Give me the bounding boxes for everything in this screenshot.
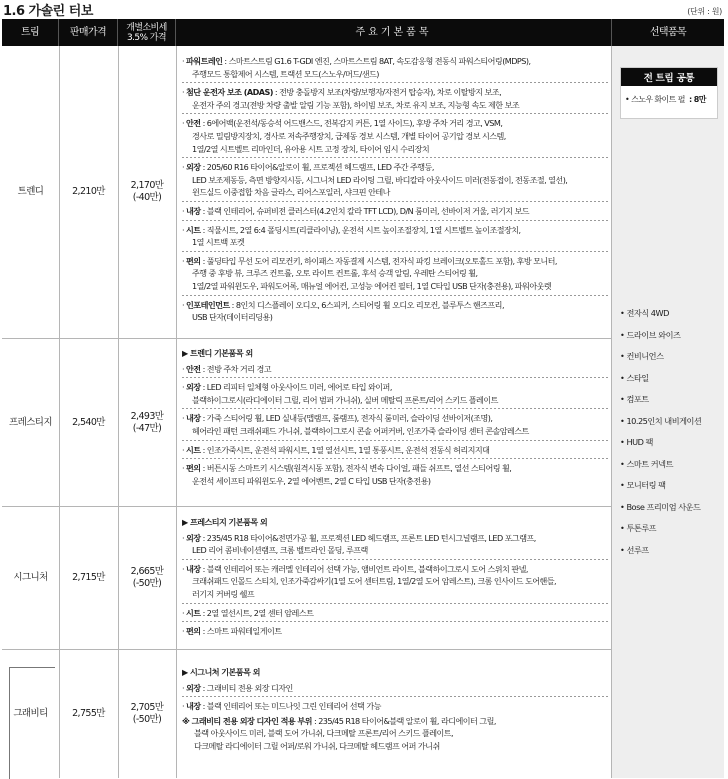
column-divider: [611, 46, 612, 778]
option-item: • HUD 팩: [620, 437, 653, 447]
trim-tax-price: 2,665만 (-50만): [130, 566, 164, 589]
feature-item: · 시트 : 인조가죽시트, 운전석 파워시트, 1열 열선시트, 1열 통풍시트, 운전석 전동식 허리지지대: [182, 444, 490, 455]
base-items-note: ▶ 트렌디 기본품목 외: [182, 348, 253, 358]
page-title: 1.6 가솔린 터보: [3, 4, 93, 19]
common-option-title: 전 트림 공통: [621, 68, 717, 86]
feature-item: · 파워트레인 : 스마트스트림 G1.6 T-GDI 엔진, 스마트스트림 8AT, 속도감응형 전동식 파워스티어링(MDPS), 주행모드 통합제어 시스템, 트랙션 모드(스노우/머드/샌드): [182, 56, 531, 79]
header-options: 선택품목: [612, 19, 724, 46]
base-items-note: ▶ 시그니처 기본품목 외: [182, 667, 260, 677]
feature-item: · 편의 : 풀딩타입 무선 도어 리모컨키, 하이패스 자동결제 시스템, 전자식 파킹 브레이크(오토홀드 포함), 후방 모니터, 주행 중 후방 뷰, 크루즈 컨트롤, 오토 라이트 컨트롤, 후석 승객 알림, 우레탄 스티어링 휠, 1열/2열 파워윈도우, 파워도어록, 매뉴얼 에어컨, 고성능 에어컨 필터, 1열 C타입 USB 단자(충전용), 파워아웃렛: [182, 255, 557, 291]
feature-item: · 시트 : 2열 열선시트, 2열 센터 암레스트: [182, 607, 314, 618]
trim-price: 2,210만: [72, 186, 105, 197]
dashed-separator: [182, 408, 610, 409]
column-divider: [176, 46, 177, 778]
options-column: [612, 46, 724, 778]
trim-price: 2,755만: [72, 708, 105, 719]
trim-features: [182, 666, 610, 753]
price-table: [2, 19, 724, 778]
feature-item: · 외장 : 205/60 R16 타이어&알로이 휠, 프로젝션 헤드램프, LED 주간 주행등, LED 보조제동등, 측면 방향지시등, 시그니처 LED 라이팅 그릴, 바디칼라 아웃사이드 미러(전동접이, 전동조절, 열선), 윈드실드 이중접합 차음 글라스, 리어스포일러, 샤크핀 안테나: [182, 162, 568, 198]
trim-name: 시그니처: [13, 572, 48, 583]
option-item: • Bose 프리미엄 사운드: [620, 501, 701, 512]
common-option-name: 스노우 화이트 펄: [631, 95, 685, 104]
feature-item: · 내장 : 블랙 인테리어, 슈퍼비전 클러스터(4.2인치 칼라 TFT LCD), D/N 룸미러, 선바이저 거울, 러기지 보드: [182, 205, 530, 216]
dashed-separator: [182, 696, 610, 697]
trim-features: [182, 516, 610, 638]
feature-item: · 안전 : 6에어백(운전석/동승석 어드밴스드, 전복감지 커튼, 1열 사이드), 후방 주차 거리 경고, VSM, 경사로 밀림방지장치, 경사로 저속주행장치, 급제동 경보 시스템, 개별 타이어 공기압 경보 시스템, 1열/2열 시트벨트 리마인더, 유아용 시트 고정 장치, 타이어 임시 수리장치: [182, 118, 506, 154]
option-item: • 투톤루프: [620, 523, 657, 533]
option-item: • 전자식 4WD: [620, 308, 669, 318]
table-body: [2, 46, 724, 778]
trim-tax-price: 2,170만 (-40만): [130, 180, 164, 203]
feature-item: · 편의 : 버튼시동 스마트키 시스템(원격시동 포함), 전자식 변속 다이얼, 패들 쉬프트, 열선 스티어링 휠, 운전석 세이프티 파워윈도우, 2열 에어벤트, 2열 C 타입 USB 단자(충전용): [182, 463, 512, 486]
base-items-note: ▶ 프레스티지 기본품목 외: [182, 517, 268, 527]
dashed-separator: [182, 220, 610, 221]
feature-item: · 내장 : 가죽 스티어링 휠, LED 실내등(맵램프, 룸램프), 전자식 룸미러, 슬라이딩 선바이저(조명), 헤어라인 패턴 크래쉬패드 가니쉬, 블랙하이그로시 콘솔 어퍼커버, 인조가죽 슬라이딩 센터 콘솔암레스트: [182, 413, 529, 436]
option-item: • 10.25인치 내비게이션: [620, 415, 702, 426]
common-option-item: • 스노우 화이트 펄 : 8만: [625, 95, 706, 104]
feature-item: · 외장 : LED 리피터 일체형 아웃사이드 미러, 에어로 타입 와이퍼, 블랙하이그로시(라디에이터 그릴, 리어 범퍼 가니쉬), 실버 메탈릭 프론트/리어 스키드 플레이트: [182, 382, 498, 405]
gravity-design-note: ※ 그래비티 전용 외장 디자인 적용 부위 : 235/45 R18 타이어&블랙 알로이 휠, 라디에이터 그릴, 블랙 아웃사이드 미러, 블랙 도어 가니쉬, 다크메탈 프론트/리어 스키드 플레이트, 다크메탈 라디에이터 그릴 어퍼/로워 가니쉬, 다크메탈 헤드램프 어퍼 가니쉬: [182, 715, 496, 751]
feature-item: · 첨단 운전자 보조 (ADAS) : 전방 충돌방지 보조(차량/보행자/자전거 탑승자), 차로 이탈방지 보조, 운전자 주의 경고(전방 차량 출발 알림 기능 포함), 하이빔 보조, 차로 유지 보조, 지능형 속도 제한 보조: [182, 87, 520, 110]
trim-name: 트렌디: [17, 186, 44, 197]
feature-item: · 내장 : 블랙 인테리어 또는 캐러멜 인테리어 선택 가능, 앰비언트 라이트, 블랙하이그로시 도어 스위치 판넬, 크래쉬패드 인몰드 스티치, 인조가죽감싸기(1열 도어 센터트림, 1열/2열 도어 암레스트), 크롬 인사이드 도어핸들, 러기지 커버링 쉘프: [182, 563, 557, 599]
dashed-separator: [182, 295, 610, 296]
dashed-separator: [182, 113, 610, 114]
feature-item: · 편의 : 스마트 파워테일게이트: [182, 626, 282, 637]
dashed-separator: [182, 440, 610, 441]
option-item: • 스마트 커넥트: [620, 458, 673, 469]
dashed-separator: [182, 458, 610, 459]
trim-price: 2,540만: [72, 416, 105, 428]
option-item: • 스타일: [620, 372, 649, 383]
feature-item: · 내장 : 블랙 인테리어 또는 미드나잇 그린 인테리어 선택 가능: [182, 701, 381, 712]
feature-item: · 외장 : 그래비티 전용 외장 디자인: [182, 682, 293, 693]
option-item: • 선루프: [620, 544, 649, 555]
dashed-separator: [182, 559, 610, 560]
dashed-separator: [182, 603, 610, 604]
feature-item: · 안전 : 전방 주차 거리 경고: [182, 363, 272, 374]
header-price: 판매가격: [59, 19, 118, 46]
header-main-items: 주요기본품목: [176, 19, 612, 46]
option-list: [620, 308, 701, 566]
dashed-separator: [182, 377, 610, 378]
header-tax-price: 개별소비세 3.5% 가격: [118, 19, 176, 46]
feature-item: · 외장 : 235/45 R18 타이어&전면가공 휠, 프로젝션 LED 헤드램프, 프론트 LED 턴시그널램프, LED 포그램프, LED 리어 콤비네이션램프, 크롬 벨트라인 몰딩, 루프랙: [182, 532, 536, 556]
common-option-price: 8만: [693, 95, 706, 104]
feature-item: · 시트 : 직물시트, 2열 6:4 폴딩시트(리클라이닝), 운전석 시트 높이조절장치, 1열 시트벨트 높이조절장치, 1열 시트백 포켓: [182, 224, 521, 248]
dashed-separator: [182, 157, 610, 158]
option-item: • 모니터링 팩: [620, 480, 666, 490]
option-item: • 컨비니언스: [620, 351, 664, 361]
dashed-separator: [182, 621, 610, 622]
trim-tax-price: 2,705만 (-50만): [130, 702, 164, 725]
trim-tax-price: 2,493만 (-47만): [130, 410, 164, 434]
trim-name: 그래비티: [13, 708, 48, 719]
trim-features: [182, 55, 610, 324]
feature-item: · 인포테인먼트 : 8인치 디스플레이 오디오, 6스피커, 스티어링 휠 오디오 리모컨, 블루투스 핸즈프리, USB 단자(데이터리딩용): [182, 299, 504, 323]
dashed-separator: [182, 201, 610, 202]
dashed-separator: [182, 251, 610, 252]
unit-label: (단위 : 원): [687, 7, 722, 16]
trim-name: 프레스티지: [9, 416, 52, 428]
header-trim: 트림: [2, 19, 59, 46]
dashed-separator: [182, 82, 610, 83]
option-item: • 드라이브 와이즈: [620, 329, 681, 340]
trim-price: 2,715만: [72, 572, 105, 583]
trim-features: [182, 347, 610, 487]
option-item: • 컴포트: [620, 394, 649, 404]
common-option-box: [620, 67, 718, 119]
